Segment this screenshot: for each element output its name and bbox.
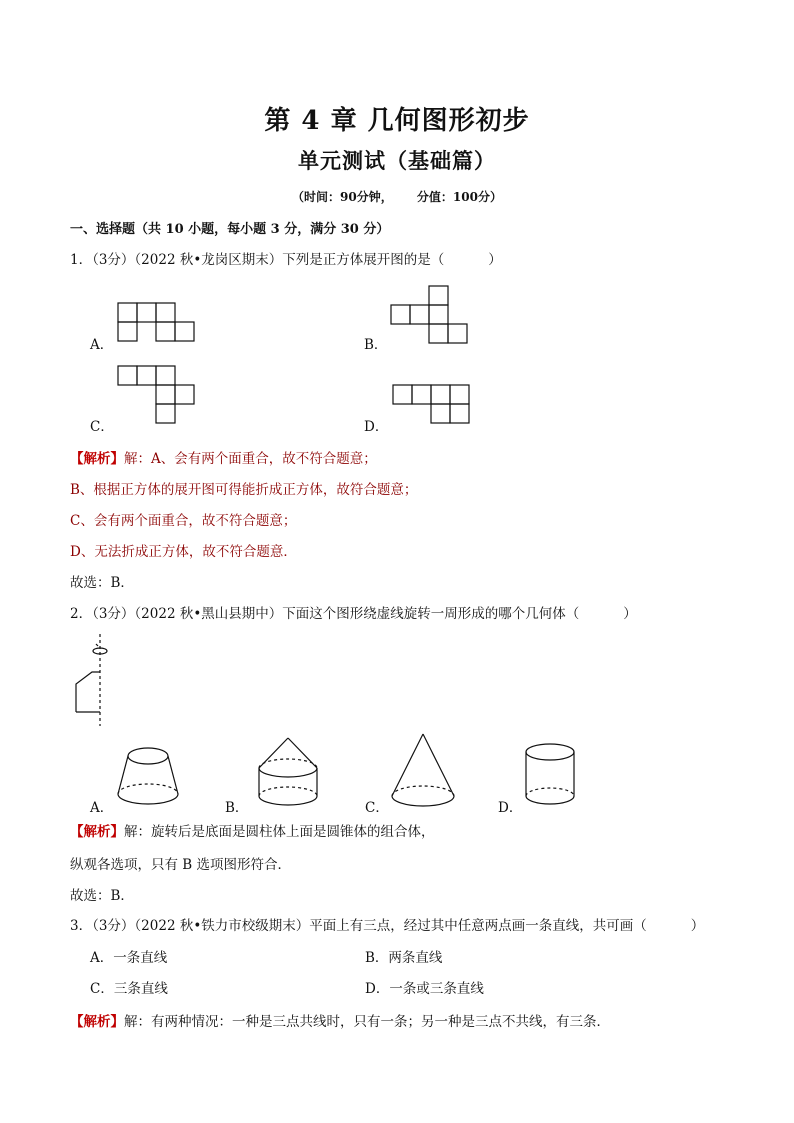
q2-option-d-label: D．: [498, 800, 523, 816]
question-3-stem: 3．（3分）（2022 秋•铁力市校级期末）平面上有三点，经过其中任意两点画一条直线，共可画（ ）: [70, 918, 705, 934]
exam-time: （时间：90分钟，: [292, 190, 393, 204]
q2-option-b-label: B．: [225, 800, 249, 816]
q2-rotation-figure: [70, 634, 120, 729]
q3-option-a: A．一条直线: [90, 950, 168, 966]
section-heading: 一、选择题（共 10 小题，每小题 3 分，满分 30 分）: [70, 222, 390, 237]
q3-option-c: C．三条直线: [90, 981, 168, 997]
q1-option-c-label: C．: [90, 419, 114, 435]
q3-option-b: B．两条直线: [365, 950, 443, 966]
q2-option-c-cone: [388, 732, 460, 810]
q1-analysis-line-3: C、会有两个面重合，故不符合题意；: [70, 513, 297, 529]
q2-analysis-line-2: 纵观各选项，只有 B 选项图形符合．: [70, 857, 292, 873]
exam-score: 分值：100分）: [416, 190, 502, 204]
q1-option-d-label: D．: [364, 419, 389, 435]
q2-option-d-cylinder: [522, 742, 582, 812]
q2-answer: 故选：B．: [70, 888, 134, 904]
q2-option-a-label: A．: [90, 800, 114, 816]
q1-option-b-label: B．: [364, 337, 388, 353]
q1-option-a-label: A．: [90, 337, 114, 353]
exam-meta: [0, 188, 794, 205]
q3-option-d: D．一条或三条直线: [365, 981, 484, 997]
q2-option-c-label: C．: [365, 800, 389, 816]
q2-option-b-cone-cylinder: [253, 734, 323, 810]
question-2-stem: 2．（3分）（2022 秋•黑山县期中）下面这个图形绕虚线旋转一周形成的哪个几何体（ ）: [70, 606, 637, 622]
q2-analysis-line-1: 【解析】解：旋转后是底面是圆柱体上面是圆锥体的组合体，: [70, 824, 435, 840]
q2-option-a-frustum: [112, 745, 184, 811]
q1-answer: 故选：B．: [70, 575, 134, 591]
q1-option-d-net: [393, 385, 473, 425]
q1-option-b-net: [391, 286, 471, 346]
q1-option-c-net: [118, 366, 198, 426]
page-subtitle: 单元测试（基础篇）: [298, 148, 496, 173]
q1-analysis-line-1: 【解析】解：A、会有两个面重合，故不符合题意；: [70, 451, 377, 467]
page-title: 第 4 章 几何图形初步: [264, 106, 530, 136]
q1-option-a-net: [118, 303, 198, 343]
q3-analysis-line-1: 【解析】解：有两种情况：一种是三点共线时，只有一条；另一种是三点不共线，有三条．: [70, 1014, 610, 1030]
question-1-stem: 1．（3分）（2022 秋•龙岗区期末）下列是正方体展开图的是（ ）: [70, 252, 502, 268]
q1-analysis-line-2: B、根据正方体的展开图可得能折成正方体，故符合题意；: [70, 482, 418, 498]
q1-analysis-line-4: D、无法折成正方体，故不符合题意．: [70, 544, 297, 560]
